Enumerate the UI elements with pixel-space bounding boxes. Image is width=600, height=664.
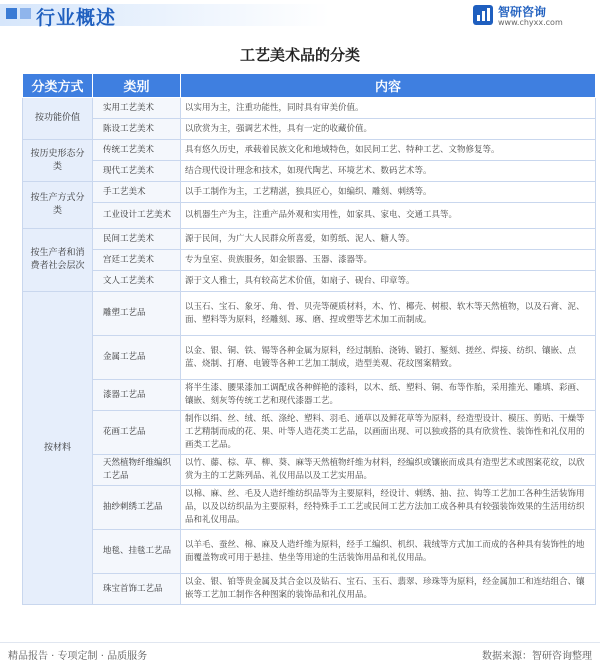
category-cell: 传统工艺美术 <box>93 140 181 161</box>
table-row <box>23 574 596 605</box>
method-cell: 按材料 <box>23 292 93 605</box>
category-cell: 雕塑工艺品 <box>93 292 181 336</box>
table-row <box>23 229 596 250</box>
category-cell: 现代工艺美术 <box>93 161 181 182</box>
column-header: 内容 <box>181 74 596 98</box>
footer-bar <box>0 642 600 664</box>
square-icon <box>20 8 31 19</box>
category-cell: 金属工艺品 <box>93 336 181 380</box>
content-cell: 以玉石、宝石、象牙、角、骨、贝壳等硬质材料，木、竹、椰壳、树根、软木等天然植物，以及石膏、泥、面、塑料等为原料，经雕刻、琢、磨、捏或塑等艺术加工而制成。 <box>181 292 596 336</box>
category-cell: 漆器工艺品 <box>93 380 181 411</box>
brand-logo-icon <box>472 4 494 26</box>
category-cell: 民间工艺美术 <box>93 229 181 250</box>
square-icon <box>6 8 17 19</box>
category-cell: 地毯、挂毯工艺品 <box>93 530 181 574</box>
method-cell: 按生产方式分类 <box>23 182 93 229</box>
table-row <box>23 411 596 455</box>
table-row <box>23 119 596 140</box>
table-header-row <box>23 74 596 98</box>
footer-slogan: 精品报告 · 专项定制 · 品质服务 <box>8 651 148 662</box>
content-cell: 制作以绢、丝、绒、纸、涤纶、塑料、羽毛、通草以及鲜花草等为原料，经造型设计、模压、剪贴、干燥等工艺精制而成的花、果、叶等人造花类工艺品，以画面出现、可以独或搭的具有欣赏性、装饰性和礼仪用的画类工艺品。 <box>181 411 596 455</box>
document-title: 工艺美术品的分类 <box>239 46 360 64</box>
category-cell: 珠宝首饰工艺品 <box>93 574 181 605</box>
category-cell: 天然植物纤维编织工艺品 <box>93 455 181 486</box>
category-cell: 宫廷工艺美术 <box>93 250 181 271</box>
table-row <box>23 486 596 530</box>
table-row <box>23 292 596 336</box>
content-cell: 源于民间，为广大人民群众所喜爱，如剪纸、泥人、糖人等。 <box>181 229 596 250</box>
method-cell: 按功能价值 <box>23 98 93 140</box>
content-cell: 以欣赏为主，强调艺术性，具有一定的收藏价值。 <box>181 119 596 140</box>
column-header: 类别 <box>93 74 181 98</box>
category-cell: 工业设计工艺美术 <box>93 203 181 229</box>
method-cell: 按生产者和消费者社会层次 <box>23 229 93 292</box>
brand-logo <box>472 2 592 28</box>
section-title: 行业概述 <box>36 7 117 29</box>
content-cell: 以手工制作为主，工艺精湛，独具匠心，如编织、雕刻、刺绣等。 <box>181 182 596 203</box>
category-cell: 手工艺美术 <box>93 182 181 203</box>
content-cell: 结合现代设计理念和技术，如现代陶艺、环境艺术、数码艺术等。 <box>181 161 596 182</box>
category-cell: 文人工艺美术 <box>93 271 181 292</box>
brand-url: www.chyxx.com <box>498 18 563 27</box>
content-cell: 以金、银、铂等贵金属及其合金以及钻石、宝石、玉石、翡翠、珍珠等为原料，经金属加工和连结组合、镶嵌等工艺加工制作各种图案的装饰品和礼仪用品。 <box>181 574 596 605</box>
table-row <box>23 455 596 486</box>
table-row <box>23 250 596 271</box>
content-cell: 以实用为主，注重功能性，同时具有审美价值。 <box>181 98 596 119</box>
table-row <box>23 380 596 411</box>
category-cell: 抽纱刺绣工艺品 <box>93 486 181 530</box>
table-row <box>23 161 596 182</box>
content-cell: 以棉、麻、丝、毛及人造纤维纺织品等为主要原料，经设计、刺绣、抽、拉、钩等工艺加工各种生活装饰用品，以及以纺织品为主要原料，经特殊手工工艺或民间工艺方法加工成各种具有较强装饰效果的生活用纺织品和礼仪用品。 <box>181 486 596 530</box>
column-header: 分类方式 <box>23 74 93 98</box>
content-cell: 具有悠久历史，承载着民族文化和地域特色，如民间工艺、特种工艺、文物修复等。 <box>181 140 596 161</box>
table-row <box>23 203 596 229</box>
table-row <box>23 336 596 380</box>
table-row <box>23 98 596 119</box>
content-cell: 以羊毛、蚕丝、棉、麻及人造纤维为原料，经手工编织、机织、栽绒等方式加工而成的各种具有装饰性的地面覆盖物或可用于悬挂、垫坐等用途的生活装饰用品和礼仪用品。 <box>181 530 596 574</box>
content-cell: 源于文人雅士，具有较高艺术价值，如扇子、砚台、印章等。 <box>181 271 596 292</box>
top-bar <box>0 0 600 30</box>
content-cell: 专为皇室、贵族服务，如金银器、玉器、漆器等。 <box>181 250 596 271</box>
table-row <box>23 140 596 161</box>
category-cell: 花画工艺品 <box>93 411 181 455</box>
table-row <box>23 271 596 292</box>
brand-name: 智研咨询 <box>498 5 547 19</box>
content-cell: 以金、银、铜、铁、锡等各种金属为原料，经过制胎、浇铸、锻打、錾刻、搓丝、焊接、纺织、镶嵌、点蓝、烧制、打磨、电镀等各种工艺加工制成，造型美观、花纹图案精致。 <box>181 336 596 380</box>
content-cell: 以竹、藤、棕、草、柳、葵、麻等天然植物纤维为材料，经编织或镶嵌而成具有造型艺术或图案花纹，以欣赏为主的工艺陈列品、礼仪用品以及工艺实用品。 <box>181 455 596 486</box>
category-cell: 实用工艺美术 <box>93 98 181 119</box>
method-cell: 按历史形态分类 <box>23 140 93 182</box>
data-source: 数据来源：智研咨询整理 <box>482 651 592 662</box>
table-row <box>23 182 596 203</box>
classification-table <box>22 73 596 605</box>
category-cell: 陈设工艺美术 <box>93 119 181 140</box>
content-cell: 以机器生产为主，注重产品外观和实用性，如家具、家电、交通工具等。 <box>181 203 596 229</box>
table-row <box>23 530 596 574</box>
content-cell: 将半生漆、腰果漆加工调配成各种鲜艳的漆料，以木、纸、塑料、铜、布等作胎，采用推光、雕填、彩画、镶嵌、刻灰等传统工艺和现代漆器工艺。 <box>181 380 596 411</box>
